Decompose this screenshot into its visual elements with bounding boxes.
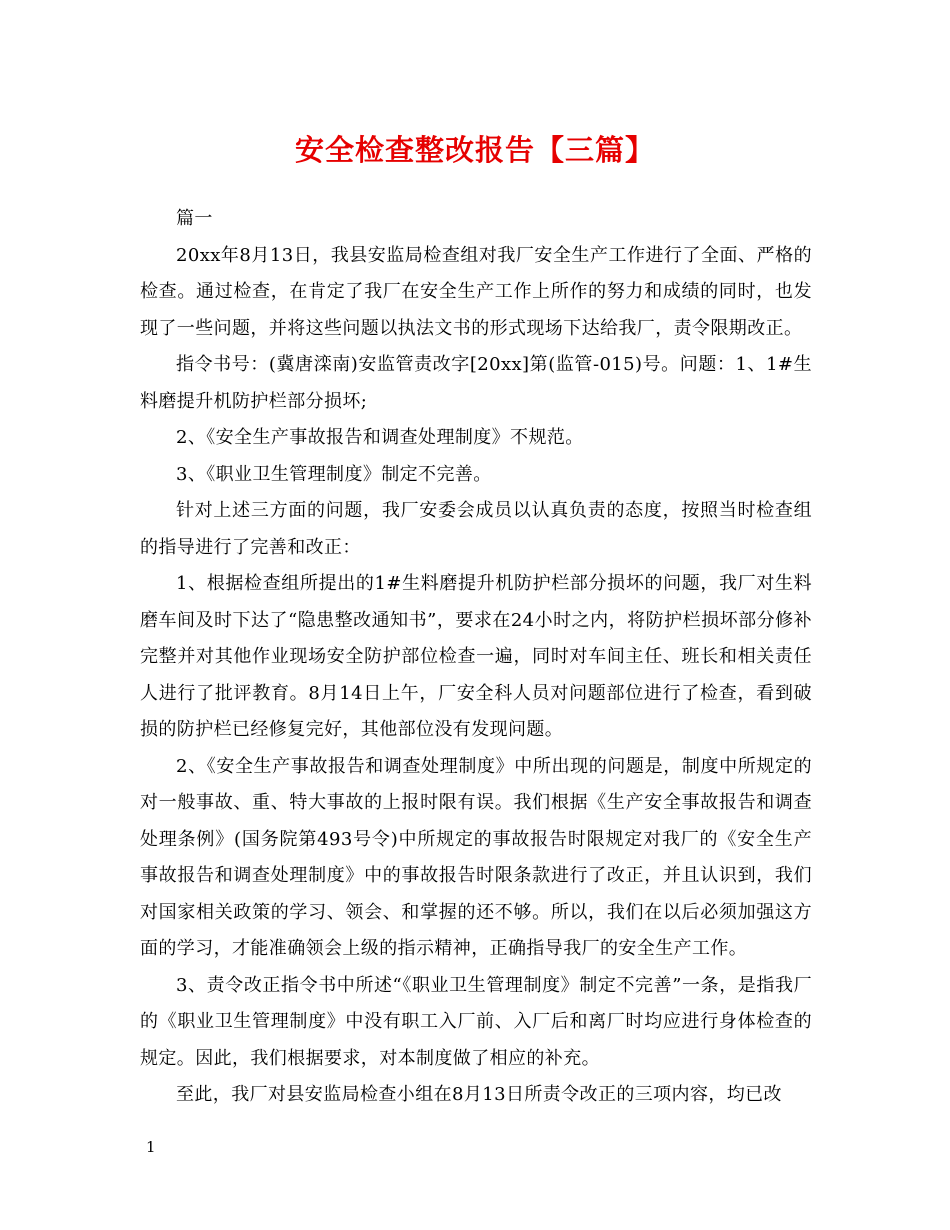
paragraph-conclusion: 至此，我厂对县安监局检查小组在8月13日所责令改正的三项内容，均已改 <box>176 1084 782 1105</box>
paragraph-issue-2: 2、《安全生产事故报告和调查处理制度》不规范。 <box>176 427 584 448</box>
paragraph-fix-3: 3、责令改正指令书中所述“《职业卫生管理制度》制定不完善”一条，是指我厂的《职业卫生管理制度》中没有职工入厂前、入厂后和离厂时均应进行身体检查的规定。因此，我们根据要求，对本制度做了相应的补充。 <box>140 974 812 1069</box>
document-title: 安全检查整改报告【三篇】 <box>294 133 655 167</box>
paragraph-issue-3: 3、《职业卫生管理制度》制定不完善。 <box>176 463 492 485</box>
paragraph-section-heading: 篇一 <box>176 208 213 229</box>
document-body <box>140 201 812 1114</box>
page-number: 1 <box>146 1138 156 1156</box>
paragraph-fix-2: 2、《安全生产事故报告和调查处理制度》中所出现的问题是，制度中所规定的对一般事故、重、特大事故的上报时限有误。我们根据《生产安全事故报告和调查处理条例》(国务院第493号令)中所规定的事故报告时限规定对我厂的《安全生产事故报告和调查处理制度》中的事故报告时限条款进行了改正，并且认识到，我们对国家相关政策的学习、领会、和掌握的还不够。所以，我们在以后必须加强这方面的学习，才能准确领会上级的指示精神，正确指导我厂的安全生产工作。 <box>140 755 812 959</box>
paragraph-response-intro: 针对上述三方面的问题，我厂安委会成员以认真负责的态度，按照当时检查组的指导进行了完善和改正： <box>140 500 812 558</box>
paragraph-directive-number: 指令书号：(冀唐滦南)安监管责改字[20xx]第(监管-015)号。问题：1、1#生料磨提升机防护栏部分损坏; <box>140 354 812 412</box>
paragraph-fix-1: 1、根据检查组所提出的1#生料磨提升机防护栏部分损坏的问题，我厂对生料磨车间及时下达了“隐患整改通知书”，要求在24小时之内，将防护栏损坏部分修补完整并对其他作业现场安全防护部位检查一遍，同时对车间主任、班长和相关责任人进行了批评教育。8月14日上午，厂安全科人员对问题部位进行了检查，看到破损的防护栏已经修复完好，其他部位没有发现问题。 <box>140 573 812 740</box>
paragraph-inspection-summary: 20xx年8月13日，我县安监局检查组对我厂安全生产工作进行了全面、严格的检查。通过检查，在肯定了我厂在安全生产工作上所作的努力和成绩的同时，也发现了一些问题，并将这些问题以执法文书的形式现场下达给我厂，责令限期改正。 <box>140 244 812 339</box>
